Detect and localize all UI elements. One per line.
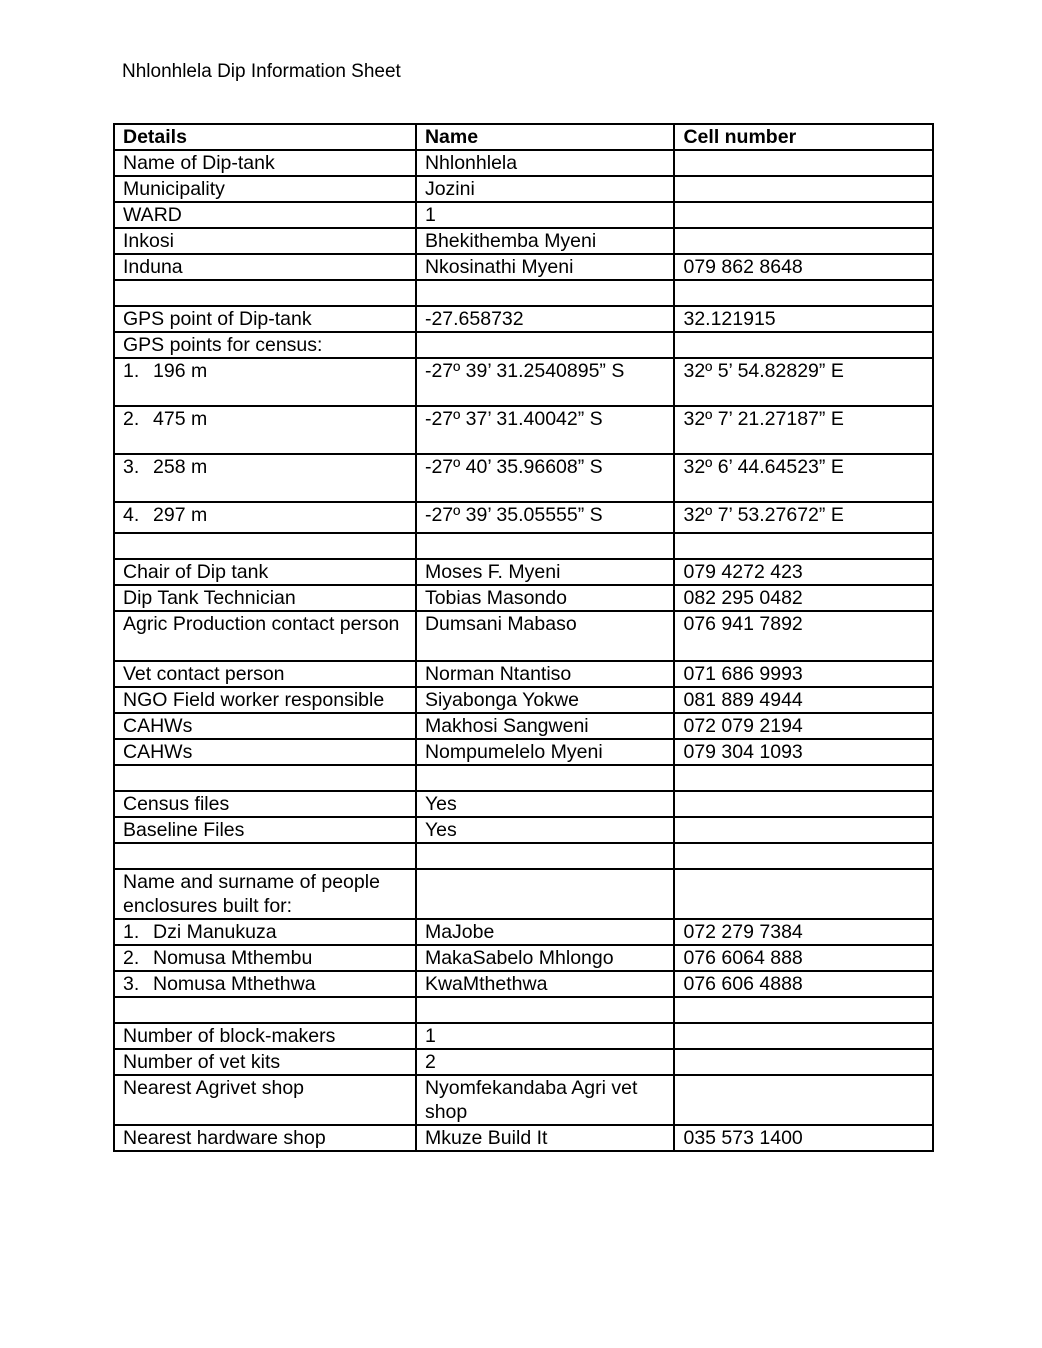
cell-number-cell	[674, 228, 933, 254]
empty-cell	[674, 843, 933, 869]
table-row	[114, 454, 933, 502]
empty-cell	[114, 280, 416, 306]
empty-cell	[674, 533, 933, 559]
name-cell: -27º 40’ 35.96608” S	[416, 454, 675, 502]
details-cell: GPS point of Dip-tank	[114, 306, 416, 332]
details-text: Nomusa Mthethwa	[153, 973, 316, 995]
name-cell: Nompumelelo Myeni	[416, 739, 675, 765]
cell-number-cell: 076 606 4888	[674, 971, 933, 997]
table-row	[114, 502, 933, 533]
name-cell: Jozini	[416, 176, 675, 202]
empty-cell	[114, 997, 416, 1023]
details-cell: Dip Tank Technician	[114, 585, 416, 611]
table-row	[114, 1023, 933, 1049]
details-cell: Agric Production contact person	[114, 611, 416, 661]
table-row	[114, 306, 933, 332]
details-text: Dzi Manukuza	[153, 921, 277, 943]
name-cell: Moses F. Myeni	[416, 559, 675, 585]
empty-cell	[416, 280, 675, 306]
name-cell: -27º 37’ 31.40042” S	[416, 406, 675, 454]
details-cell	[114, 406, 416, 454]
table-row	[114, 739, 933, 765]
name-cell: Nhlonhlela	[416, 150, 675, 176]
name-cell: MakaSabelo Mhlongo	[416, 945, 675, 971]
cell-number-cell: 071 686 9993	[674, 661, 933, 687]
list-number: 2.	[123, 947, 140, 969]
details-text: 258 m	[153, 456, 208, 478]
empty-cell	[674, 765, 933, 791]
empty-row	[114, 843, 933, 869]
details-cell: Number of vet kits	[114, 1049, 416, 1075]
details-cell: GPS points for census:	[114, 332, 416, 358]
empty-cell	[674, 997, 933, 1023]
name-cell: Nkosinathi Myeni	[416, 254, 675, 280]
details-cell: Inkosi	[114, 228, 416, 254]
header-details: Details	[114, 124, 416, 150]
table-row	[114, 713, 933, 739]
header-cell-number: Cell number	[674, 124, 933, 150]
empty-cell	[416, 765, 675, 791]
cell-number-cell	[674, 176, 933, 202]
table-row	[114, 1075, 933, 1125]
table-row	[114, 791, 933, 817]
table-row	[114, 254, 933, 280]
cell-number-cell: 32.121915	[674, 306, 933, 332]
name-cell: KwaMthethwa	[416, 971, 675, 997]
cell-number-cell: 076 941 7892	[674, 611, 933, 661]
details-cell: CAHWs	[114, 713, 416, 739]
cell-number-cell: 081 889 4944	[674, 687, 933, 713]
cell-number-cell	[674, 869, 933, 919]
details-cell: Name of Dip-tank	[114, 150, 416, 176]
cell-number-cell	[674, 150, 933, 176]
table-row	[114, 687, 933, 713]
cell-number-cell: 32º 5’ 54.82829” E	[674, 358, 933, 406]
details-cell: Nearest hardware shop	[114, 1125, 416, 1151]
table-row	[114, 919, 933, 945]
table-row	[114, 202, 933, 228]
empty-cell	[114, 765, 416, 791]
table-row	[114, 176, 933, 202]
table-row	[114, 1049, 933, 1075]
table-row	[114, 611, 933, 661]
cell-number-cell: 32º 7’ 53.27672” E	[674, 502, 933, 533]
details-text: 297 m	[153, 504, 208, 526]
details-text: 196 m	[153, 360, 208, 382]
cell-number-cell: 32º 6’ 44.64523” E	[674, 454, 933, 502]
details-cell: Baseline Files	[114, 817, 416, 843]
table-row	[114, 332, 933, 358]
cell-number-cell: 035 573 1400	[674, 1125, 933, 1151]
details-text: Nomusa Mthembu	[153, 947, 313, 969]
table-row	[114, 661, 933, 687]
details-cell: Municipality	[114, 176, 416, 202]
list-number: 2.	[123, 408, 140, 430]
name-cell	[416, 332, 675, 358]
details-cell: NGO Field worker responsible	[114, 687, 416, 713]
header-name: Name	[416, 124, 675, 150]
cell-number-cell	[674, 791, 933, 817]
name-cell: Siyabonga Yokwe	[416, 687, 675, 713]
details-cell	[114, 454, 416, 502]
cell-number-cell: 079 304 1093	[674, 739, 933, 765]
table-row	[114, 945, 933, 971]
name-cell: -27º 39’ 31.2540895” S	[416, 358, 675, 406]
cell-number-cell: 076 6064 888	[674, 945, 933, 971]
table-row	[114, 150, 933, 176]
details-cell: Number of block-makers	[114, 1023, 416, 1049]
cell-number-cell: 072 079 2194	[674, 713, 933, 739]
cell-number-cell: 082 295 0482	[674, 585, 933, 611]
details-cell: Nearest Agrivet shop	[114, 1075, 416, 1125]
empty-cell	[674, 280, 933, 306]
details-cell	[114, 945, 416, 971]
details-cell	[114, 919, 416, 945]
details-cell	[114, 502, 416, 533]
table-row	[114, 971, 933, 997]
cell-number-cell	[674, 202, 933, 228]
details-cell: WARD	[114, 202, 416, 228]
cell-number-cell	[674, 1023, 933, 1049]
empty-cell	[416, 533, 675, 559]
table-row	[114, 869, 933, 919]
details-cell: Census files	[114, 791, 416, 817]
details-cell: Name and surname of people enclosures built for:	[114, 869, 416, 919]
cell-number-cell	[674, 817, 933, 843]
list-number: 3.	[123, 456, 140, 478]
cell-number-cell	[674, 332, 933, 358]
name-cell: MaJobe	[416, 919, 675, 945]
table-row	[114, 585, 933, 611]
empty-cell	[416, 997, 675, 1023]
list-number: 3.	[123, 973, 140, 995]
list-number: 1.	[123, 921, 140, 943]
list-number: 4.	[123, 504, 140, 526]
details-text: 475 m	[153, 408, 208, 430]
table-row	[114, 1125, 933, 1151]
name-cell: Bhekithemba Myeni	[416, 228, 675, 254]
name-cell: Dumsani Mabaso	[416, 611, 675, 661]
empty-row	[114, 765, 933, 791]
cell-number-cell	[674, 1075, 933, 1125]
list-number: 1.	[123, 360, 140, 382]
empty-cell	[114, 843, 416, 869]
name-cell: Nyomfekandaba Agri vet shop	[416, 1075, 675, 1125]
empty-row	[114, 997, 933, 1023]
dip-info-table	[113, 123, 934, 1152]
table-row	[114, 358, 933, 406]
table-row	[114, 817, 933, 843]
empty-row	[114, 280, 933, 306]
cell-number-cell: 079 4272 423	[674, 559, 933, 585]
name-cell	[416, 869, 675, 919]
cell-number-cell	[674, 1049, 933, 1075]
details-cell: Induna	[114, 254, 416, 280]
details-cell: Chair of Dip tank	[114, 559, 416, 585]
name-cell: Makhosi Sangweni	[416, 713, 675, 739]
empty-row	[114, 533, 933, 559]
name-cell: 2	[416, 1049, 675, 1075]
cell-number-cell: 079 862 8648	[674, 254, 933, 280]
name-cell: 1	[416, 1023, 675, 1049]
name-cell: 1	[416, 202, 675, 228]
cell-number-cell: 32º 7’ 21.27187” E	[674, 406, 933, 454]
name-cell: Yes	[416, 817, 675, 843]
table-row	[114, 559, 933, 585]
table-row	[114, 228, 933, 254]
details-cell	[114, 358, 416, 406]
empty-cell	[416, 843, 675, 869]
page-title: Nhlonhlela Dip Information Sheet	[122, 61, 401, 82]
name-cell: Norman Ntantiso	[416, 661, 675, 687]
details-cell	[114, 971, 416, 997]
details-cell: Vet contact person	[114, 661, 416, 687]
table-row	[114, 406, 933, 454]
empty-cell	[114, 533, 416, 559]
name-cell: Mkuze Build It	[416, 1125, 675, 1151]
name-cell: Yes	[416, 791, 675, 817]
name-cell: Tobias Masondo	[416, 585, 675, 611]
table-header-row	[114, 124, 933, 150]
details-cell: CAHWs	[114, 739, 416, 765]
name-cell: -27º 39’ 35.05555” S	[416, 502, 675, 533]
name-cell: -27.658732	[416, 306, 675, 332]
cell-number-cell: 072 279 7384	[674, 919, 933, 945]
